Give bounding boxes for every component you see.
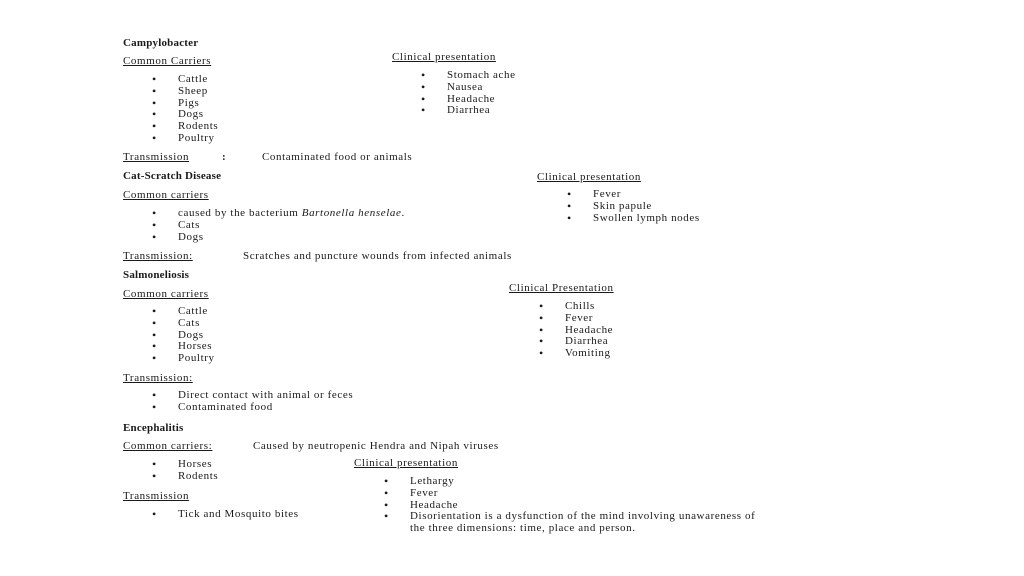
bacterium-suffix: . <box>401 207 405 219</box>
bacterium-name: Bartonella henselae <box>301 207 402 219</box>
cat-scratch-carriers-list <box>150 208 405 243</box>
list-item: • Headache <box>537 325 613 337</box>
encephalitis-carriers-label: Common carriers: <box>123 440 213 452</box>
campylobacter-transmission-label: Transmission <box>123 151 190 163</box>
campylobacter-clinical-list <box>419 70 516 117</box>
cat-scratch-clinical-list <box>565 189 700 224</box>
campylobacter-carriers-list <box>150 74 218 145</box>
encephalitis-transmission-label: Transmission <box>123 490 190 502</box>
list-item: • Diarrhea <box>537 336 613 348</box>
list-item: • Rodents <box>150 121 218 133</box>
salmonellosis-carriers-list <box>150 306 215 365</box>
list-item: • Pigs <box>150 98 218 110</box>
list-item: • Nausea <box>419 82 516 94</box>
encephalitis-title: Encephalitis <box>123 422 184 434</box>
list-item: • Poultry <box>150 133 218 145</box>
list-item: • Diarrhea <box>419 105 516 117</box>
campylobacter-clinical-label: Clinical presentation <box>392 51 496 63</box>
list-item: • Horses <box>150 341 215 353</box>
cat-scratch-transmission-text: Scratches and puncture wounds from infected animals <box>243 250 512 262</box>
salmonellosis-title: Salmoneliosis <box>123 269 190 281</box>
list-item: • Headache <box>382 500 755 512</box>
list-item: • Horses <box>150 459 218 471</box>
list-item: • Cats <box>150 220 405 232</box>
list-item: • Dogs <box>150 232 405 244</box>
list-item: • Skin papule <box>565 201 700 213</box>
list-item: • Cattle <box>150 306 215 318</box>
list-item: • Headache <box>419 94 516 106</box>
encephalitis-clinical-continuation: the three dimensions: time, place and person. <box>410 522 636 534</box>
list-item: • Cats <box>150 318 215 330</box>
list-item: • Fever <box>565 189 700 201</box>
list-item: • Stomach ache <box>419 70 516 82</box>
salmonellosis-clinical-list <box>537 301 613 360</box>
campylobacter-transmission-colon: : <box>222 151 227 163</box>
campylobacter-title: Campylobacter <box>123 37 199 49</box>
encephalitis-carriers-note: Caused by neutropenic Hendra and Nipah viruses <box>253 440 499 452</box>
list-item: • Vomiting <box>537 348 613 360</box>
list-item: • Sheep <box>150 86 218 98</box>
encephalitis-clinical-list <box>382 476 755 523</box>
list-item: • Contaminated food <box>150 402 353 414</box>
list-item: • Fever <box>537 313 613 325</box>
encephalitis-carriers-list <box>150 459 218 483</box>
list-item: • Dogs <box>150 109 218 121</box>
encephalitis-transmission-list <box>150 509 342 521</box>
salmonellosis-transmission-list <box>150 390 353 414</box>
list-item: • Poultry <box>150 353 215 365</box>
salmonellosis-carriers-label: Common carriers <box>123 288 209 300</box>
campylobacter-carriers-label: Common Carriers <box>123 55 212 67</box>
list-item: • Rodents <box>150 471 218 483</box>
list-item: • Swollen lymph nodes <box>565 213 700 225</box>
list-item: • Cattle <box>150 74 218 86</box>
encephalitis-clinical-label: Clinical presentation <box>354 457 458 469</box>
salmonellosis-clinical-label: Clinical Presentation <box>509 282 614 294</box>
list-item: • Direct contact with animal or feces <box>150 390 353 402</box>
cat-scratch-carriers-label: Common carriers <box>123 189 209 201</box>
cat-scratch-transmission-label: Transmission: <box>123 250 193 262</box>
list-item: • Tick and Mosquito bites <box>150 509 342 521</box>
cat-scratch-clinical-label: Clinical presentation <box>537 171 641 183</box>
list-item: • Chills <box>537 301 613 313</box>
list-item: • Dogs <box>150 330 215 342</box>
list-item: • Lethargy <box>382 476 755 488</box>
list-item: • Disorientation is a dysfunction of the mind involving unawareness of <box>382 511 755 523</box>
salmonellosis-transmission-label: Transmission: <box>123 372 193 384</box>
list-item: • Fever <box>382 488 755 500</box>
bacterium-prefix: caused by the bacterium <box>178 207 302 219</box>
campylobacter-transmission-text: Contaminated food or animals <box>262 151 413 163</box>
cat-scratch-title: Cat-Scratch Disease <box>123 170 222 182</box>
